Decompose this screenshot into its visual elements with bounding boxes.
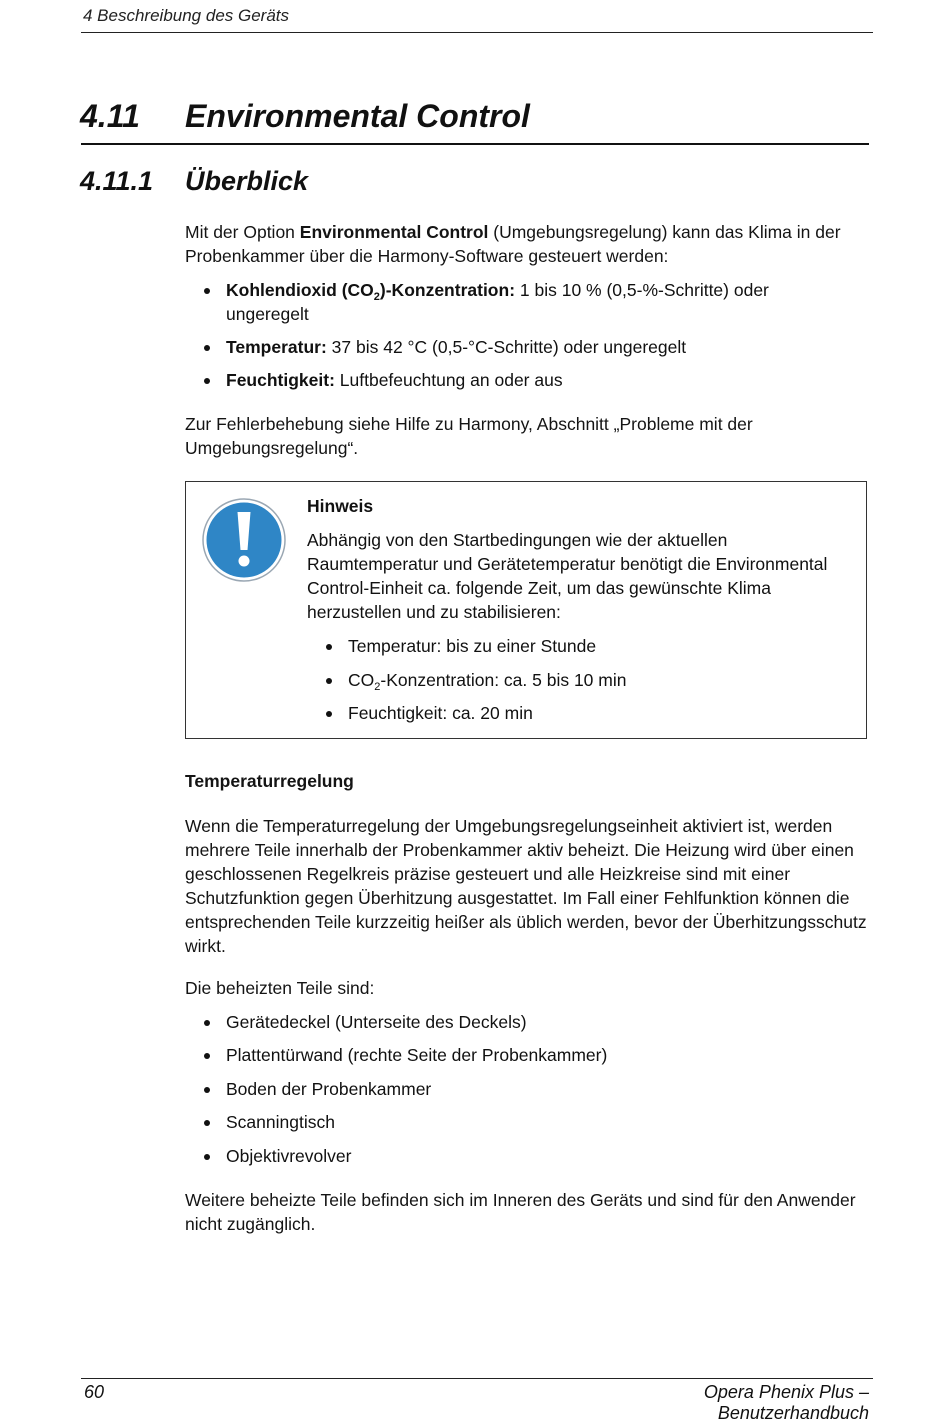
subsection-heading <box>80 166 308 197</box>
exclamation-icon <box>202 498 286 582</box>
list-item-text: Gerätedeckel (Unterseite des Deckels) <box>226 1012 527 1032</box>
subsection-number: 4.11.1 <box>80 166 154 196</box>
intro-prefix: Mit der Option <box>185 222 300 242</box>
list-item <box>308 668 626 692</box>
temperature-paragraph: Wenn die Temperaturregelung der Umgebungsregelungseinheit aktiviert ist, werden mehrere Teile innerhalb der Probenkammer aktiv beheizt. Die Heizung wird über einen geschlossenen Regelkreis präzise gesteuert und alle Heizkreise sind mit einer Schutzfunktion gegen Überhitzung ausgestattet. Im Fall einer Fehlfunktion können die entsprechenden Teile kurzzeitig heißer als üblich werden, bevor der Überhitzungsschutz wirkt. <box>185 816 867 956</box>
note-item-text: -Konzentration: ca. 5 bis 10 min <box>380 669 627 690</box>
bullet-icon <box>204 1120 210 1126</box>
subsection-title: Überblick <box>185 166 309 196</box>
list-item <box>185 368 846 392</box>
temperature-heading: Temperaturregelung <box>185 771 354 791</box>
list-item <box>308 701 626 725</box>
document-title: Opera Phenix Plus – Benutzerhandbuch <box>703 1382 869 1423</box>
note-item-text: CO <box>348 669 375 690</box>
feature-text: 1 bis 10 % (0,5-%-Schritte) oder ungeregelt <box>226 280 769 324</box>
list-item <box>308 634 626 658</box>
list-item <box>185 1144 607 1168</box>
running-header: 4 Beschreibung des Geräts <box>83 6 290 25</box>
bullet-icon <box>326 711 332 717</box>
section-title: Environmental Control <box>185 98 530 134</box>
list-item <box>185 1077 607 1101</box>
section-number: 4.11 <box>80 98 140 134</box>
footer-rule <box>81 1378 873 1379</box>
intro-paragraph <box>185 220 865 268</box>
feature-text: Luftbefeuchtung an oder aus <box>334 370 563 390</box>
page-number: 60 <box>84 1382 105 1402</box>
note-title: Hinweis <box>307 496 374 516</box>
intro-option-name: Environmental Control <box>299 222 489 242</box>
section-heading <box>80 98 530 135</box>
heated-parts-list <box>185 1010 607 1168</box>
closing-paragraph: Weitere beheizte Teile befinden sich im Inneren des Geräts und sind für den Anwender nicht zugänglich. <box>185 1190 856 1234</box>
intro-suffix: (Umgebungsregelung) kann das Klima in der Probenkammer über die Harmony-Software gesteuert werden: <box>185 222 841 266</box>
section-rule <box>81 143 869 145</box>
list-item <box>185 278 846 326</box>
feature-label: Temperatur: <box>226 337 327 357</box>
feature-label: Kohlendioxid $(CO_2)$-Konzentration: <box>226 280 516 303</box>
bullet-icon <box>204 1053 210 1059</box>
feature-text: 37 bis 42 °C (0,5-°C-Schritte) oder ungeregelt <box>326 337 687 357</box>
heated-parts-intro: Die beheizten Teile sind: <box>185 978 375 998</box>
feature-list <box>185 278 846 392</box>
bullet-icon <box>204 1154 210 1160</box>
note-box <box>185 481 867 739</box>
bullet-icon <box>326 644 332 650</box>
feature-label: Feuchtigkeit: <box>226 370 335 390</box>
bullet-icon <box>326 678 332 684</box>
list-item <box>185 335 846 359</box>
note-list <box>308 634 626 735</box>
troubleshooting-paragraph: Zur Fehlerbehebung siehe Hilfe zu Harmony, Abschnitt „Probleme mit der Umgebungsregelung“. <box>185 414 753 458</box>
note-item-text: Temperatur: bis zu einer Stunde <box>348 636 597 656</box>
list-item <box>185 1043 607 1067</box>
list-item <box>185 1010 607 1034</box>
note-text: Abhängig von den Startbedingungen wie der aktuellen Raumtemperatur und Gerätetemperatur benötigt die Environmental Control-Einheit ca. folgende Zeit, um das gewünschte Klima herzustellen und zu stabilisieren: <box>307 530 828 622</box>
bullet-icon <box>204 288 210 294</box>
bullet-icon <box>204 1087 210 1093</box>
bullet-icon <box>204 378 210 384</box>
note-item-subscript: 2 <box>374 680 381 693</box>
bullet-icon <box>204 345 210 351</box>
header-rule <box>81 32 873 33</box>
list-item <box>185 1110 607 1134</box>
list-item-text: Boden der Probenkammer <box>226 1078 432 1099</box>
bullet-icon <box>204 1020 210 1026</box>
list-item-text: Plattentürwand (rechte Seite der Probenkammer) <box>226 1045 608 1066</box>
list-item-text: Scanningtisch <box>226 1112 335 1133</box>
note-item-text: Feuchtigkeit: ca. 20 min <box>348 703 533 723</box>
list-item-text: Objektivrevolver <box>226 1145 352 1166</box>
